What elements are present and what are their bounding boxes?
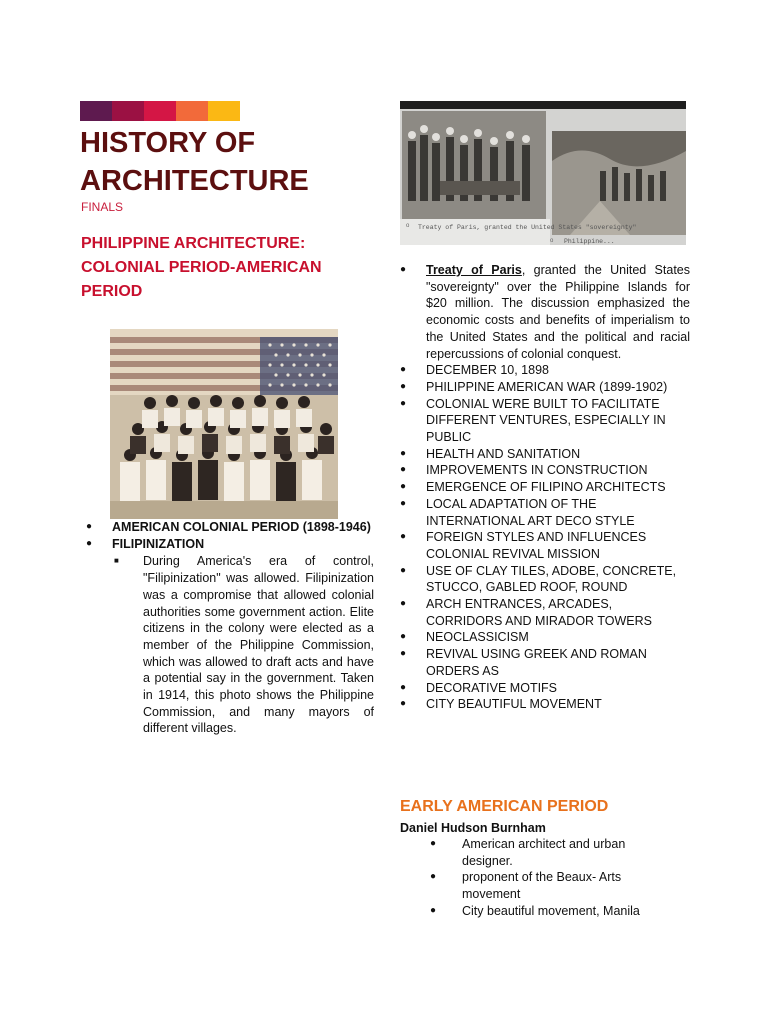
- list-item: ● FOREIGN STYLES AND INFLUENCES COLONIAL REVIVAL MISSION: [400, 530, 647, 561]
- color-bar-segment: [144, 101, 176, 121]
- document-subtitle: FINALS: [81, 200, 124, 214]
- list-item: ● CITY BEAUTIFUL MOVEMENT: [400, 697, 602, 712]
- list-item: ● ARCH ENTRANCES, ARCADES, CORRIDORS AND MIRADOR TOWERS: [400, 597, 652, 628]
- list-item: ● REVIVAL USING GREEK AND ROMAN ORDERS AS: [400, 647, 647, 678]
- document-title: HISTORY OF ARCHITECTURE: [80, 127, 309, 197]
- svg-text:o: o: [550, 238, 554, 244]
- right-bullet-list: [398, 262, 690, 713]
- burnham-list: [428, 836, 658, 920]
- header-color-bar: [80, 101, 240, 121]
- section-heading: PHILIPPINE ARCHITECTURE: COLONIAL PERIOD-AMERICAN PERIOD: [81, 235, 322, 300]
- burnham-name: Daniel Hudson Burnham: [400, 821, 546, 835]
- list-item: ● USE OF CLAY TILES, ADOBE, CONCRETE, STUCCO, GABLED ROOF, ROUND: [400, 563, 677, 595]
- filipinization-paragraph: ■ During America's era of control, "Filipinization" was allowed. Filipinization was a compromise that allowed colonial authorities some government action. Elite citizens in the colony were elected as a member of the Philippine Commission, which was allowed to draft acts and have a potential say in the government. Taken in 1914, this photo shows the Philippine Commission, and many mayors of different villages.: [114, 554, 374, 736]
- early-american-heading: EARLY AMERICAN PERIOD: [400, 798, 609, 815]
- list-item: ● PHILIPPINE AMERICAN WAR (1899-1902): [400, 379, 668, 394]
- list-item: ● FILIPINIZATION: [86, 536, 205, 551]
- color-bar-segment: [208, 101, 240, 121]
- list-item: ● proponent of the Beaux- Arts movement: [430, 870, 622, 902]
- treaty-of-paris-term: Treaty of Paris: [426, 263, 522, 277]
- list-item: ● LOCAL ADAPTATION OF THE INTERNATIONAL ART DECO STYLE: [400, 496, 635, 528]
- treaty-caption-right: Philippine...: [564, 238, 615, 245]
- list-item: ● NEOCLASSICISM: [400, 630, 529, 645]
- color-bar-segment: [80, 101, 112, 121]
- list-item: ● AMERICAN COLONIAL PERIOD (1898-1946): [86, 520, 371, 534]
- list-item: ● EMERGENCE OF FILIPINO ARCHITECTS: [400, 480, 666, 495]
- list-item: ● DECEMBER 10, 1898: [400, 363, 549, 378]
- list-item: ● COLONIAL WERE BUILT TO FACILITATE DIFFERENT VENTURES, ESPECIALLY IN PUBLIC: [400, 396, 666, 445]
- list-item: ● Treaty of Paris, granted the United States "sovereignty" over the Philippine Islands for $20 million. The discussion emphasized the economic costs and benefits of imperialism to the United States and the political and racial repercussions of colonial conquest.: [400, 263, 690, 361]
- list-item: ● American architect and urban designer.: [430, 837, 626, 868]
- list-item: ● DECORATIVE MOTIFS: [400, 680, 558, 695]
- treaty-of-paris-photo: [400, 101, 686, 245]
- left-bullet-list: [84, 519, 374, 737]
- list-item: ● City beautiful movement, Manila: [430, 903, 640, 918]
- svg-text:o: o: [406, 223, 410, 229]
- philippine-commission-photo: [110, 329, 338, 519]
- list-item: ● HEALTH AND SANITATION: [400, 446, 581, 461]
- list-item: ● IMPROVEMENTS IN CONSTRUCTION: [400, 463, 648, 478]
- treaty-caption-left: Treaty of Paris, granted the United States "sovereignty": [418, 224, 637, 231]
- color-bar-segment: [112, 101, 144, 121]
- color-bar-segment: [176, 101, 208, 121]
